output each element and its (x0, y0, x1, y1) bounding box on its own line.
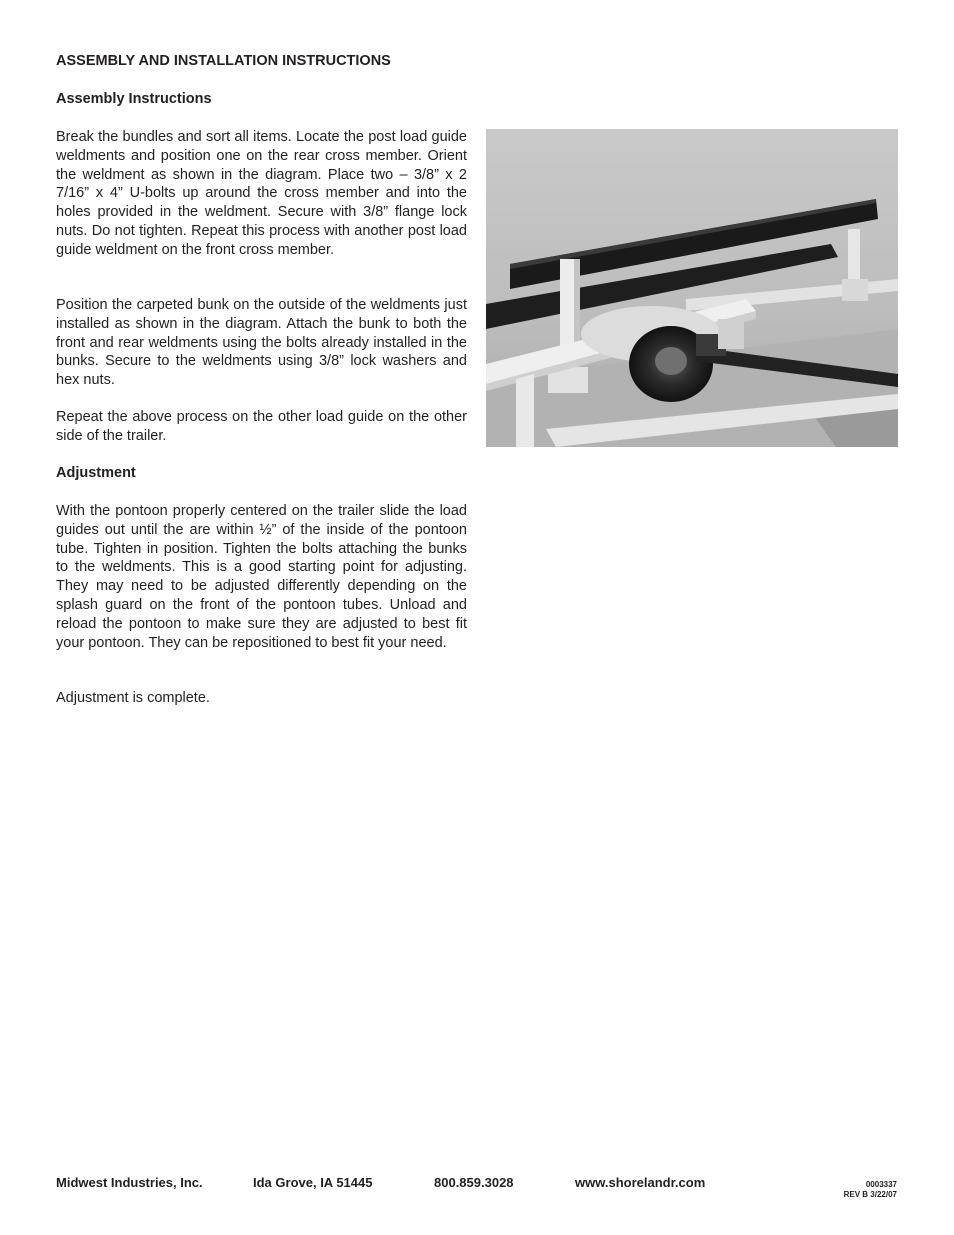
adjustment-paragraph-2: Adjustment is complete. (56, 690, 210, 706)
revision: REV B 3/22/07 (843, 1190, 897, 1199)
assembly-heading: Assembly Instructions (56, 91, 212, 107)
assembly-paragraph-2: Position the carpeted bunk on the outside of the weldments just installed as shown in the diagram. Attach the bunk to both the front and rear weldments using the bolts already installed in the bunks. Secure to the weldments using 3/8” lock washers and hex nuts. (56, 297, 467, 389)
assembly-paragraph-3: Repeat the above process on the other load guide on the other side of the trailer. (56, 409, 467, 444)
doc-number: 0003337 (865, 1180, 897, 1189)
trailer-load-guide-photo (486, 129, 898, 447)
assembly-paragraph-1: Break the bundles and sort all items. Locate the post load guide weldments and position one on the rear cross member. Orient the weldment as shown in the diagram. Place two – 3/8” x 2 7/16” x 4” U-bolts up around the cross member and into the holes provided in the weldment. Secure with 3/8” flange lock nuts. Do not tighten. Repeat this process with another post load guide weldment on the front cross member. (56, 129, 467, 258)
document-title: ASSEMBLY AND INSTALLATION INSTRUCTIONS (56, 53, 391, 69)
document-number-block (844, 1180, 897, 1200)
footer-phone: 800.859.3028 (434, 1175, 514, 1190)
adjustment-heading: Adjustment (56, 465, 136, 481)
footer-location: Ida Grove, IA 51445 (253, 1175, 373, 1190)
adjustment-paragraph-1: With the pontoon properly centered on the trailer slide the load guides out until the are within ½” of the inside of the pontoon tube. Tighten in position. Tighten the bolts attaching the bunks to the weldments. This is a good starting point for adjusting. They may need to be adjusted differently depending on the splash guard on the front of the pontoon tubes. Unload and reload the pontoon to make sure they are adjusted to best fit your pontoon. They can be repositioned to best fit your need. (56, 503, 467, 651)
footer-website[interactable]: www.shorelandr.com (575, 1175, 706, 1190)
footer-company: Midwest Industries, Inc. (56, 1175, 203, 1190)
